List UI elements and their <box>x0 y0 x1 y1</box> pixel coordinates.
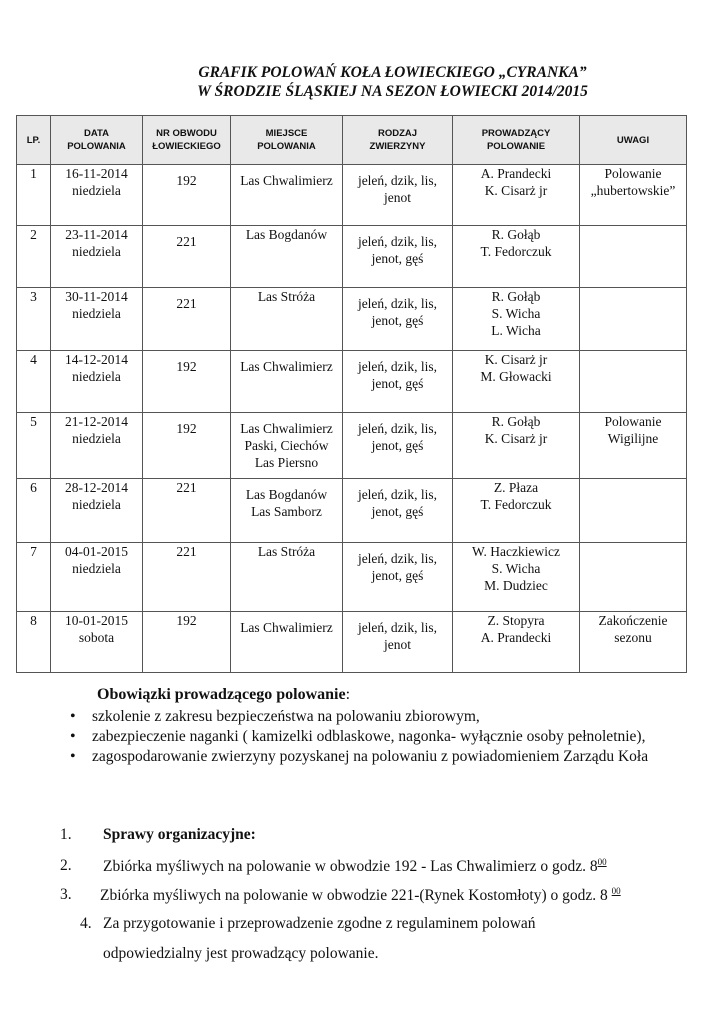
row-number: 8 <box>30 613 37 628</box>
time-minutes-superscript: 00 <box>611 886 621 896</box>
row-number: 1 <box>30 166 37 181</box>
note-line: sezonu <box>614 630 652 645</box>
cell-line: jenot, gęś <box>371 251 424 266</box>
cell-place <box>231 288 343 351</box>
note-line: Zakończenie <box>598 613 668 628</box>
place-line: Las Stróża <box>257 544 316 559</box>
cell-notes <box>580 413 687 479</box>
note-line: Polowanie <box>604 166 662 181</box>
org-item-text: Zbiórka myśliwych na polowanie w obwodzie 192 - Las Chwalimierz o godz. 8 <box>103 858 598 876</box>
cell-district-number <box>143 288 231 351</box>
cell-leader <box>453 479 580 543</box>
cell-district-number <box>143 351 231 413</box>
date-date: 14-12-2014 <box>65 352 128 367</box>
cell-game-type <box>343 288 453 351</box>
table-row <box>17 165 687 226</box>
leader-name: T. Fedorczuk <box>480 497 552 512</box>
cell-district-number <box>143 226 231 288</box>
cell-line: Las Chwalimierz <box>240 620 333 635</box>
cell-place <box>231 165 343 226</box>
cell-district-number <box>143 479 231 543</box>
note-line: Polowanie <box>604 414 662 429</box>
cell-district-number <box>143 165 231 226</box>
cell-line: jeleń, dzik, lis, <box>357 551 438 566</box>
header-date: DATA POLOWANIA <box>51 116 143 165</box>
cell-notes <box>580 226 687 288</box>
cell-date <box>51 165 143 226</box>
place-line: Las Stróża <box>257 289 316 304</box>
cell-line: Las Bogdanów <box>245 487 328 502</box>
row-number: 2 <box>30 227 37 242</box>
date-date: 21-12-2014 <box>65 414 128 429</box>
org-item-number: 1. <box>60 826 72 843</box>
cell-leader <box>453 288 580 351</box>
cell-notes <box>580 288 687 351</box>
date-day: niedziela <box>72 306 121 321</box>
header-place: MIEJSCE POLOWANIA <box>231 116 343 165</box>
leader-name: K. Cisarż jr <box>484 431 548 446</box>
date-day: niedziela <box>72 244 121 259</box>
leader-name: S. Wicha <box>491 561 541 576</box>
date-day: niedziela <box>72 183 121 198</box>
cell-line: jenot, gęś <box>371 504 424 519</box>
cell-line: jeleń, dzik, lis, <box>357 296 438 311</box>
cell-place <box>231 543 343 612</box>
date-date: 04-01-2015 <box>65 544 128 559</box>
row-number: 5 <box>30 414 37 429</box>
cell-game-type <box>343 543 453 612</box>
org-item-text: Za przygotowanie i przeprowadzenie zgodne z regulaminem polowań <box>103 915 536 932</box>
date-date: 30-11-2014 <box>65 289 128 304</box>
district-number: 192 <box>176 613 197 628</box>
district-number: 192 <box>176 173 197 188</box>
cell-game-type <box>343 479 453 543</box>
cell-notes <box>580 612 687 673</box>
header-district-number: NR OBWODU ŁOWIECKIEGO <box>143 116 231 165</box>
cell-game-type <box>343 413 453 479</box>
cell-lp <box>17 479 51 543</box>
cell-line: Las Piersno <box>254 455 319 470</box>
cell-place <box>231 226 343 288</box>
cell-line: jenot, gęś <box>371 438 424 453</box>
cell-place <box>231 351 343 413</box>
district-number: 221 <box>176 480 197 495</box>
leader-name: R. Gołąb <box>491 414 541 429</box>
row-number: 3 <box>30 289 37 304</box>
cell-game-type <box>343 226 453 288</box>
leader-name: R. Gołąb <box>491 227 541 242</box>
leader-name: R. Gołąb <box>491 289 541 304</box>
cell-line: Las Chwalimierz <box>240 173 333 188</box>
org-item-text: odpowiedzialny jest prowadzący polowanie. <box>103 945 379 962</box>
leader-name: S. Wicha <box>491 306 541 321</box>
duties-list <box>70 707 690 767</box>
cell-line: jenot <box>384 190 411 205</box>
date-day: sobota <box>78 630 115 645</box>
document-title-line2: W ŚRODZIE ŚLĄSKIEJ NA SEZON ŁOWIECKI 2014/2015 <box>197 83 588 100</box>
date-day: niedziela <box>72 369 121 384</box>
table-row <box>17 288 687 351</box>
cell-date <box>51 479 143 543</box>
note-line: Wigilijne <box>607 431 659 446</box>
cell-date <box>51 226 143 288</box>
cell-lp <box>17 351 51 413</box>
cell-game-type <box>343 351 453 413</box>
leader-name: Z. Stopyra <box>487 613 545 628</box>
date-date: 28-12-2014 <box>65 480 128 495</box>
cell-notes <box>580 351 687 413</box>
cell-notes <box>580 165 687 226</box>
cell-place <box>231 612 343 673</box>
cell-line: jenot, gęś <box>371 313 424 328</box>
cell-date <box>51 288 143 351</box>
cell-lp <box>17 165 51 226</box>
cell-line: jenot, gęś <box>371 568 424 583</box>
cell-game-type <box>343 165 453 226</box>
cell-leader <box>453 543 580 612</box>
table-row <box>17 413 687 479</box>
district-number: 221 <box>176 234 197 249</box>
leader-name: L. Wicha <box>491 323 541 338</box>
date-day: niedziela <box>72 497 121 512</box>
duty-item: • zabezpieczenie naganki ( kamizelki odblaskowe, nagonka- wyłącznie osoby pełnoletnie), <box>70 727 690 747</box>
header-leader: PROWADZĄCY POLOWANIE <box>453 116 580 165</box>
org-item-number: 3. <box>60 886 72 903</box>
date-date: 10-01-2015 <box>65 613 128 628</box>
note-line: „hubertowskie” <box>590 183 676 198</box>
cell-lp <box>17 226 51 288</box>
cell-place <box>231 479 343 543</box>
time-minutes-superscript: 00 <box>597 857 607 867</box>
place-line: Las Bogdanów <box>245 227 328 242</box>
row-number: 7 <box>30 544 37 559</box>
leader-name: K. Cisarż jr <box>484 352 548 367</box>
hunting-schedule-table <box>16 115 687 673</box>
leader-name: M. Dudziec <box>484 578 548 593</box>
leader-name: K. Cisarż jr <box>484 183 548 198</box>
leader-name: T. Fedorczuk <box>480 244 552 259</box>
cell-line: Las Samborz <box>251 504 322 519</box>
duty-item: • szkolenie z zakresu bezpieczeństwa na polowaniu zbiorowym, <box>70 707 690 727</box>
duties-heading: Obowiązki prowadzącego polowanie: <box>97 686 351 703</box>
cell-leader <box>453 612 580 673</box>
cell-lp <box>17 413 51 479</box>
cell-game-type <box>343 612 453 673</box>
cell-line: jenot, gęś <box>371 376 424 391</box>
cell-line: jeleń, dzik, lis, <box>357 173 438 188</box>
leader-name: A. Prandecki <box>480 630 552 645</box>
cell-date <box>51 612 143 673</box>
table-row <box>17 226 687 288</box>
leader-name: A. Prandecki <box>480 166 552 181</box>
district-number: 192 <box>176 421 197 436</box>
org-item-number: 4. <box>80 915 92 932</box>
cell-leader <box>453 165 580 226</box>
date-date: 16-11-2014 <box>65 166 128 181</box>
org-item-number: 2. <box>60 857 72 874</box>
cell-notes <box>580 479 687 543</box>
row-number: 4 <box>30 352 37 367</box>
cell-line: jeleń, dzik, lis, <box>357 620 438 635</box>
cell-line: jeleń, dzik, lis, <box>357 421 438 436</box>
org-item-text: Sprawy organizacyjne: <box>103 826 256 843</box>
cell-district-number <box>143 612 231 673</box>
cell-line: Las Chwalimierz <box>240 359 333 374</box>
cell-district-number <box>143 543 231 612</box>
table-row <box>17 479 687 543</box>
header-game-type: RODZAJ ZWIERZYNY <box>343 116 453 165</box>
cell-lp <box>17 612 51 673</box>
cell-line: jeleń, dzik, lis, <box>357 234 438 249</box>
date-date: 23-11-2014 <box>65 227 128 242</box>
cell-line: jeleń, dzik, lis, <box>357 359 438 374</box>
row-number: 6 <box>30 480 37 495</box>
document-title-line1: GRAFIK POLOWAŃ KOŁA ŁOWIECKIEGO „CYRANKA” <box>198 64 587 81</box>
cell-notes <box>580 543 687 612</box>
cell-leader <box>453 413 580 479</box>
table-row <box>17 543 687 612</box>
district-number: 221 <box>176 544 197 559</box>
table-row <box>17 612 687 673</box>
cell-line: jenot <box>384 637 411 652</box>
cell-date <box>51 351 143 413</box>
cell-line: Las Chwalimierz <box>240 421 333 436</box>
leader-name: W. Haczkiewicz <box>472 544 560 559</box>
header-lp: LP. <box>17 116 51 165</box>
cell-place <box>231 413 343 479</box>
cell-district-number <box>143 413 231 479</box>
leader-name: Z. Płaza <box>493 480 539 495</box>
district-number: 192 <box>176 359 197 374</box>
org-item-text: Zbiórka myśliwych na polowanie w obwodzie 221-(Rynek Kostomłoty) o godz. 8 <box>100 887 612 905</box>
duty-item: • zagospodarowanie zwierzyny pozyskanej na polowaniu z powiadomieniem Zarządu Koła <box>70 747 690 767</box>
table-header-row <box>17 116 687 165</box>
cell-line: Paski, Ciechów <box>244 438 329 453</box>
leader-name: M. Głowacki <box>480 369 552 384</box>
cell-leader <box>453 351 580 413</box>
cell-date <box>51 413 143 479</box>
table-row <box>17 351 687 413</box>
cell-lp <box>17 288 51 351</box>
header-notes: UWAGI <box>580 116 687 165</box>
cell-date <box>51 543 143 612</box>
date-day: niedziela <box>72 561 121 576</box>
cell-leader <box>453 226 580 288</box>
cell-line: jeleń, dzik, lis, <box>357 487 438 502</box>
cell-lp <box>17 543 51 612</box>
district-number: 221 <box>176 296 197 311</box>
date-day: niedziela <box>72 431 121 446</box>
